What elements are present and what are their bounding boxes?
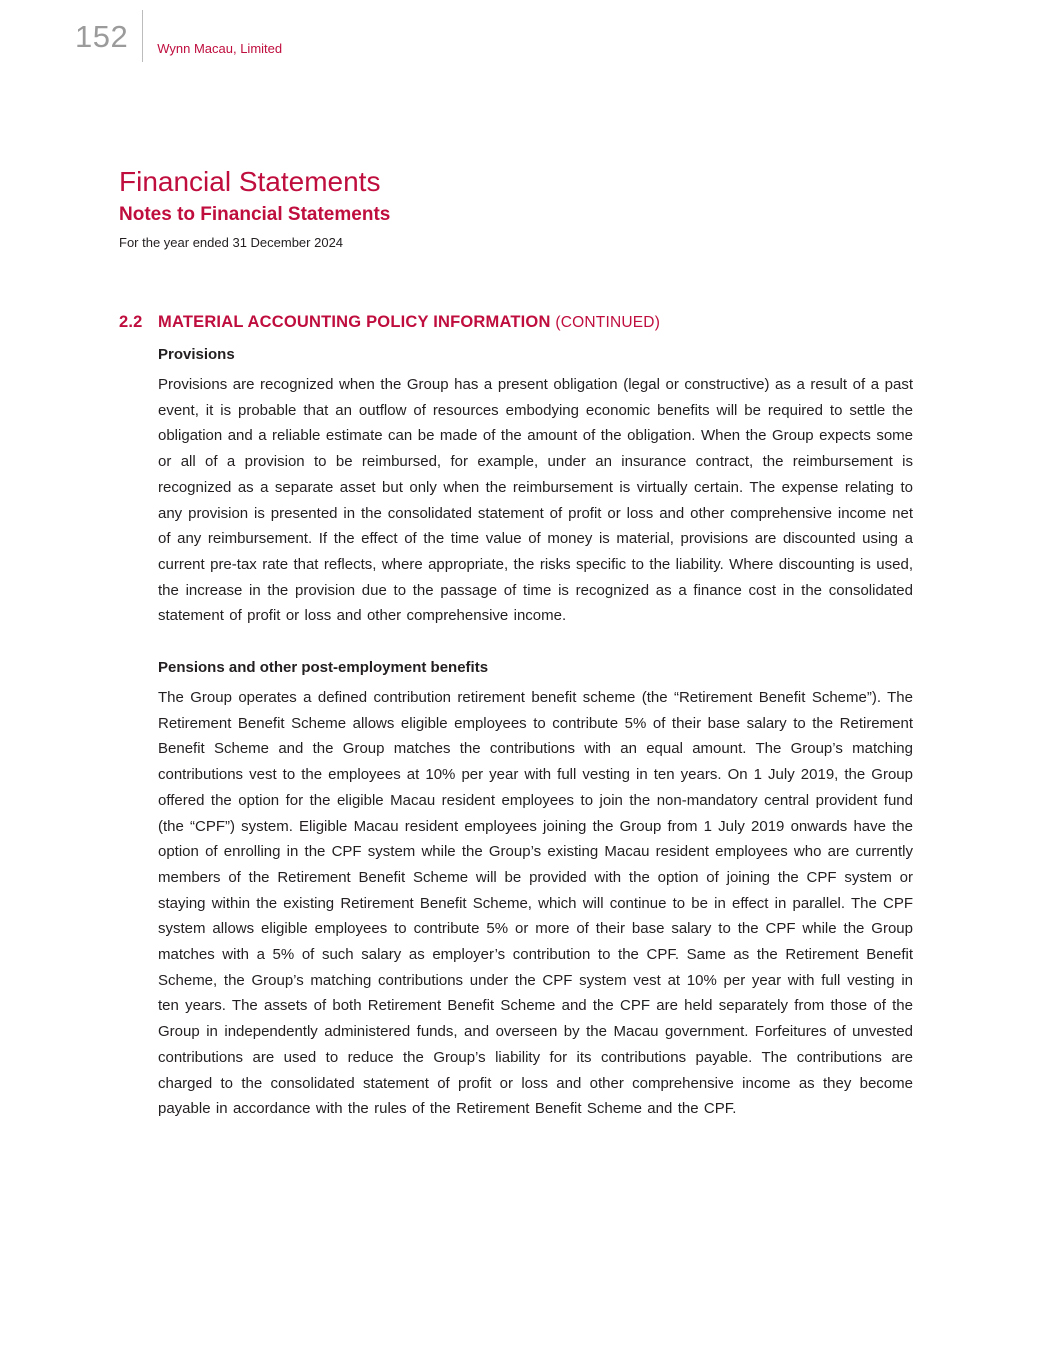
section-body — [158, 345, 913, 1122]
document-subtitle: Notes to Financial Statements — [119, 204, 391, 225]
page-number: 152 — [75, 19, 129, 54]
period-line: For the year ended 31 December 2024 — [119, 235, 344, 250]
title-block — [119, 166, 390, 251]
document-title: Financial Statements — [119, 166, 381, 197]
header-divider — [142, 10, 143, 62]
page-header — [75, 18, 282, 62]
main-content — [119, 311, 913, 1122]
section-number: 2.2 — [119, 313, 143, 331]
company-name: Wynn Macau, Limited — [157, 41, 283, 56]
subsection-pensions — [158, 658, 913, 1122]
section-title-wrap — [158, 311, 913, 334]
section-title: MATERIAL ACCOUNTING POLICY INFORMATION — [158, 313, 551, 331]
subsection-heading-pensions: Pensions and other post-employment benefits — [158, 659, 489, 677]
section-continued-label: (CONTINUED) — [555, 314, 661, 331]
pensions-paragraph: The Group operates a defined contribution retirement benefit scheme (the “Retirement Benefit Scheme”). The Retirement Benefit Scheme allows eligible employees to contribute 5% of their base salary to the Retirement Benefit Scheme and the Group matches the contributions with an equal amount. The Group’s matching contributions vest to the employees at 10% per year with full vesting in ten years. On 1 July 2019, the Group offered the option for the eligible Macau resident employees to join the non-mandatory central provident fund (the “CPF”) system. Eligible Macau resident employees joining the Group from 1 July 2019 onwards have the option of enrolling in the CPF system while the Group’s existing Macau resident employees who are currently members of the Retirement Benefit Scheme will be provided with the option of joining the CPF system or staying within the existing Retirement Benefit Scheme, which will continue to be in effect in parallel. The CPF system allows eligible employees to contribute 5% or more of their base salary to the CPF while the Group matches with a 5% of such salary as employer’s contribution to the CPF. Same as the Retirement Benefit Scheme, the Group’s matching contributions under the CPF system vest at 10% per year with full vesting in ten years. The assets of both Retirement Benefit Scheme and the CPF are held separately from those of the Group in independently administered funds, and overseen by the Macau government. Forfeitures of unvested contributions are used to reduce the Group’s liability for its contributions payable. The contributions are charged to the consolidated statement of profit or loss and other comprehensive income as they become payable in accordance with the rules of the Retirement Benefit Scheme and the CPF. — [158, 689, 913, 1118]
provisions-paragraph: Provisions are recognized when the Group has a present obligation (legal or constructive) as a result of a past event, it is probable that an outflow of resources embodying economic benefits will be required to settle the obligation and a reliable estimate can be made of the amount of the obligation. When the Group expects some or all of a provision to be reimbursed, for example, under an insurance contract, the reimbursement is recognized as a separate asset but only when the reimbursement is virtually certain. The expense relating to any provision is presented in the consolidated statement of profit or loss and other comprehensive income net of any reimbursement. If the effect of the time value of money is material, provisions are discounted using a current pre-tax rate that reflects, where appropriate, the risks specific to the liability. Where discounting is used, the increase in the provision due to the passage of time is recognized as a finance cost in the consolidated statement of profit or loss and other comprehensive income. — [158, 376, 913, 625]
subsection-provisions — [158, 345, 913, 629]
subsection-heading-provisions: Provisions — [158, 346, 235, 363]
section-heading — [119, 311, 913, 334]
